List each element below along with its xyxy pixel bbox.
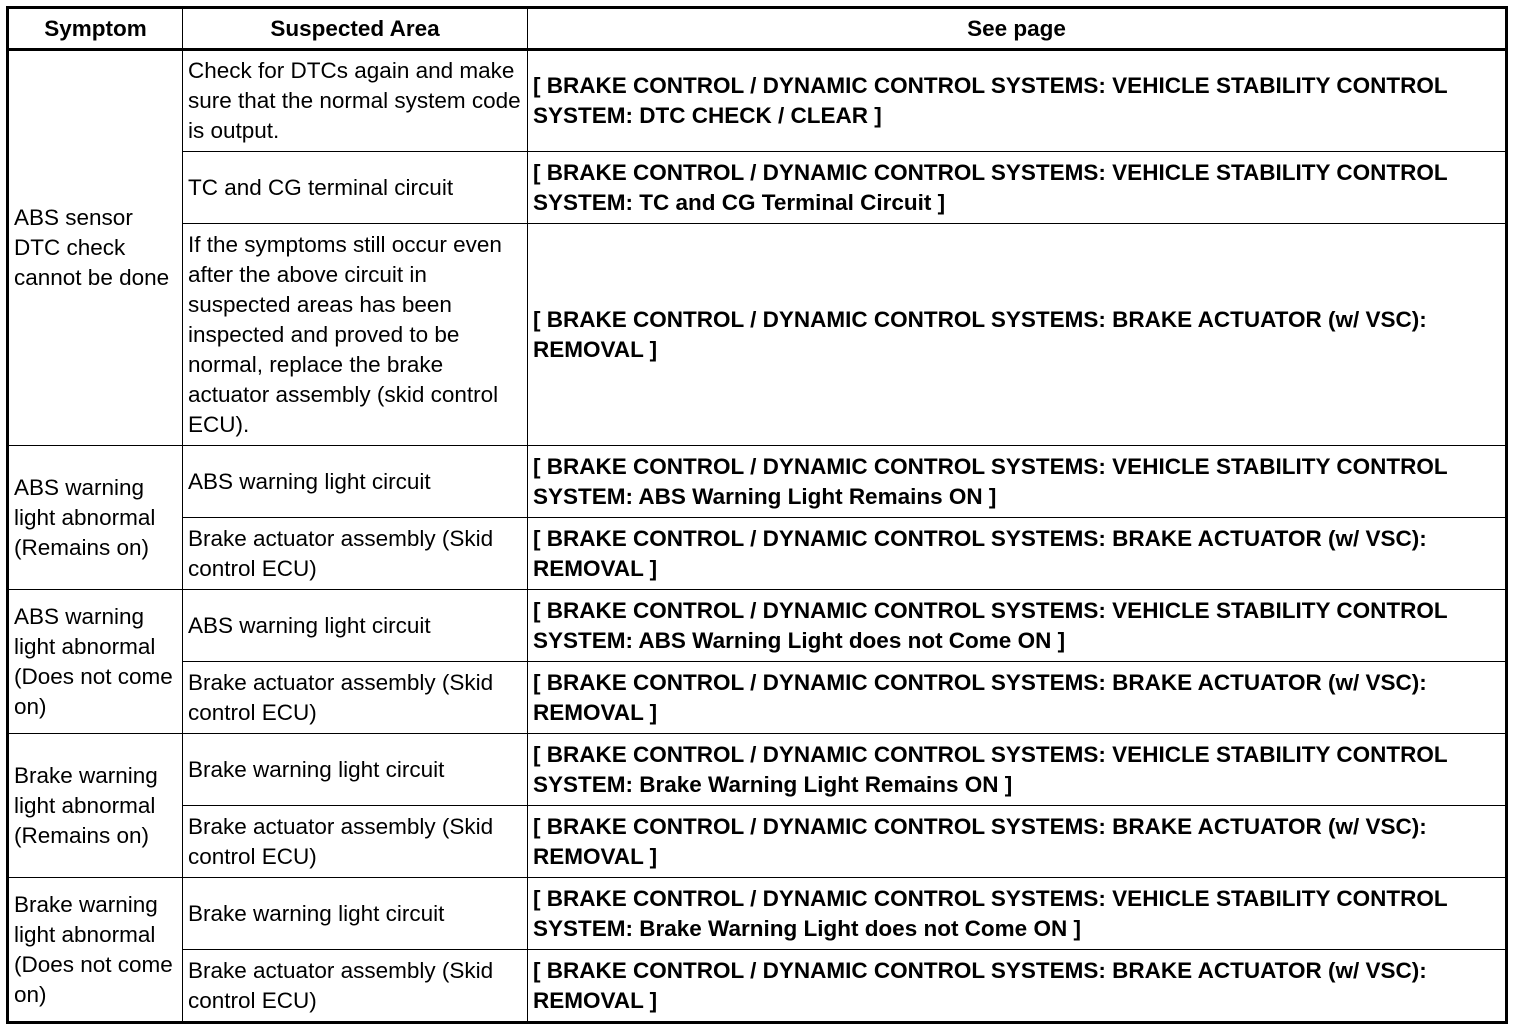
see-page-link[interactable]: [ BRAKE CONTROL / DYNAMIC CONTROL SYSTEMS: BRAKE ACTUATOR (w/ VSC): REMOVAL ]	[528, 224, 1507, 446]
suspected-area-cell: Brake actuator assembly (Skid control ECU)	[183, 518, 528, 590]
suspected-area-cell: Brake actuator assembly (Skid control ECU)	[183, 806, 528, 878]
table-row	[8, 734, 1507, 806]
see-page-link[interactable]: [ BRAKE CONTROL / DYNAMIC CONTROL SYSTEMS: VEHICLE STABILITY CONTROL SYSTEM: Brake Warning Light Remains ON ]	[528, 734, 1507, 806]
suspected-area-cell: Brake warning light circuit	[183, 878, 528, 950]
suspected-area-cell: If the symptoms still occur even after the above circuit in suspected areas has been inspected and proved to be normal, replace the brake actuator assembly (skid control ECU).	[183, 224, 528, 446]
table-row	[8, 446, 1507, 518]
header-see-page: See page	[528, 8, 1507, 50]
suspected-area-cell: Brake actuator assembly (Skid control ECU)	[183, 950, 528, 1023]
table-row	[8, 518, 1507, 590]
see-page-link[interactable]: [ BRAKE CONTROL / DYNAMIC CONTROL SYSTEMS: VEHICLE STABILITY CONTROL SYSTEM: Brake Warning Light does not Come ON ]	[528, 878, 1507, 950]
symptom-cell: ABS sensor DTC check cannot be done	[8, 50, 183, 446]
table-row	[8, 50, 1507, 152]
suspected-area-cell: Brake actuator assembly (Skid control ECU)	[183, 662, 528, 734]
header-suspected-area: Suspected Area	[183, 8, 528, 50]
table-row	[8, 806, 1507, 878]
table-row	[8, 662, 1507, 734]
see-page-link[interactable]: [ BRAKE CONTROL / DYNAMIC CONTROL SYSTEMS: VEHICLE STABILITY CONTROL SYSTEM: ABS Warning Light does not Come ON ]	[528, 590, 1507, 662]
symptom-cell: Brake warning light abnormal (Remains on)	[8, 734, 183, 878]
see-page-link[interactable]: [ BRAKE CONTROL / DYNAMIC CONTROL SYSTEMS: BRAKE ACTUATOR (w/ VSC): REMOVAL ]	[528, 806, 1507, 878]
suspected-area-cell: ABS warning light circuit	[183, 590, 528, 662]
suspected-area-cell: Check for DTCs again and make sure that the normal system code is output.	[183, 50, 528, 152]
see-page-link[interactable]: [ BRAKE CONTROL / DYNAMIC CONTROL SYSTEMS: BRAKE ACTUATOR (w/ VSC): REMOVAL ]	[528, 662, 1507, 734]
see-page-link[interactable]: [ BRAKE CONTROL / DYNAMIC CONTROL SYSTEMS: VEHICLE STABILITY CONTROL SYSTEM: TC and CG Terminal Circuit ]	[528, 152, 1507, 224]
table-row	[8, 224, 1507, 446]
see-page-link[interactable]: [ BRAKE CONTROL / DYNAMIC CONTROL SYSTEMS: VEHICLE STABILITY CONTROL SYSTEM: DTC CHECK / CLEAR ]	[528, 50, 1507, 152]
see-page-link[interactable]: [ BRAKE CONTROL / DYNAMIC CONTROL SYSTEMS: BRAKE ACTUATOR (w/ VSC): REMOVAL ]	[528, 950, 1507, 1023]
symptom-cell: Brake warning light abnormal (Does not come on)	[8, 878, 183, 1023]
symptom-cell: ABS warning light abnormal (Does not come on)	[8, 590, 183, 734]
header-row	[8, 8, 1507, 50]
symptom-cell: ABS warning light abnormal (Remains on)	[8, 446, 183, 590]
header-symptom: Symptom	[8, 8, 183, 50]
table-row	[8, 152, 1507, 224]
table-row	[8, 950, 1507, 1023]
table-row	[8, 878, 1507, 950]
see-page-link[interactable]: [ BRAKE CONTROL / DYNAMIC CONTROL SYSTEMS: BRAKE ACTUATOR (w/ VSC): REMOVAL ]	[528, 518, 1507, 590]
table-row	[8, 590, 1507, 662]
suspected-area-cell: ABS warning light circuit	[183, 446, 528, 518]
suspected-area-cell: TC and CG terminal circuit	[183, 152, 528, 224]
diagnosis-table	[6, 6, 1508, 1024]
suspected-area-cell: Brake warning light circuit	[183, 734, 528, 806]
see-page-link[interactable]: [ BRAKE CONTROL / DYNAMIC CONTROL SYSTEMS: VEHICLE STABILITY CONTROL SYSTEM: ABS Warning Light Remains ON ]	[528, 446, 1507, 518]
